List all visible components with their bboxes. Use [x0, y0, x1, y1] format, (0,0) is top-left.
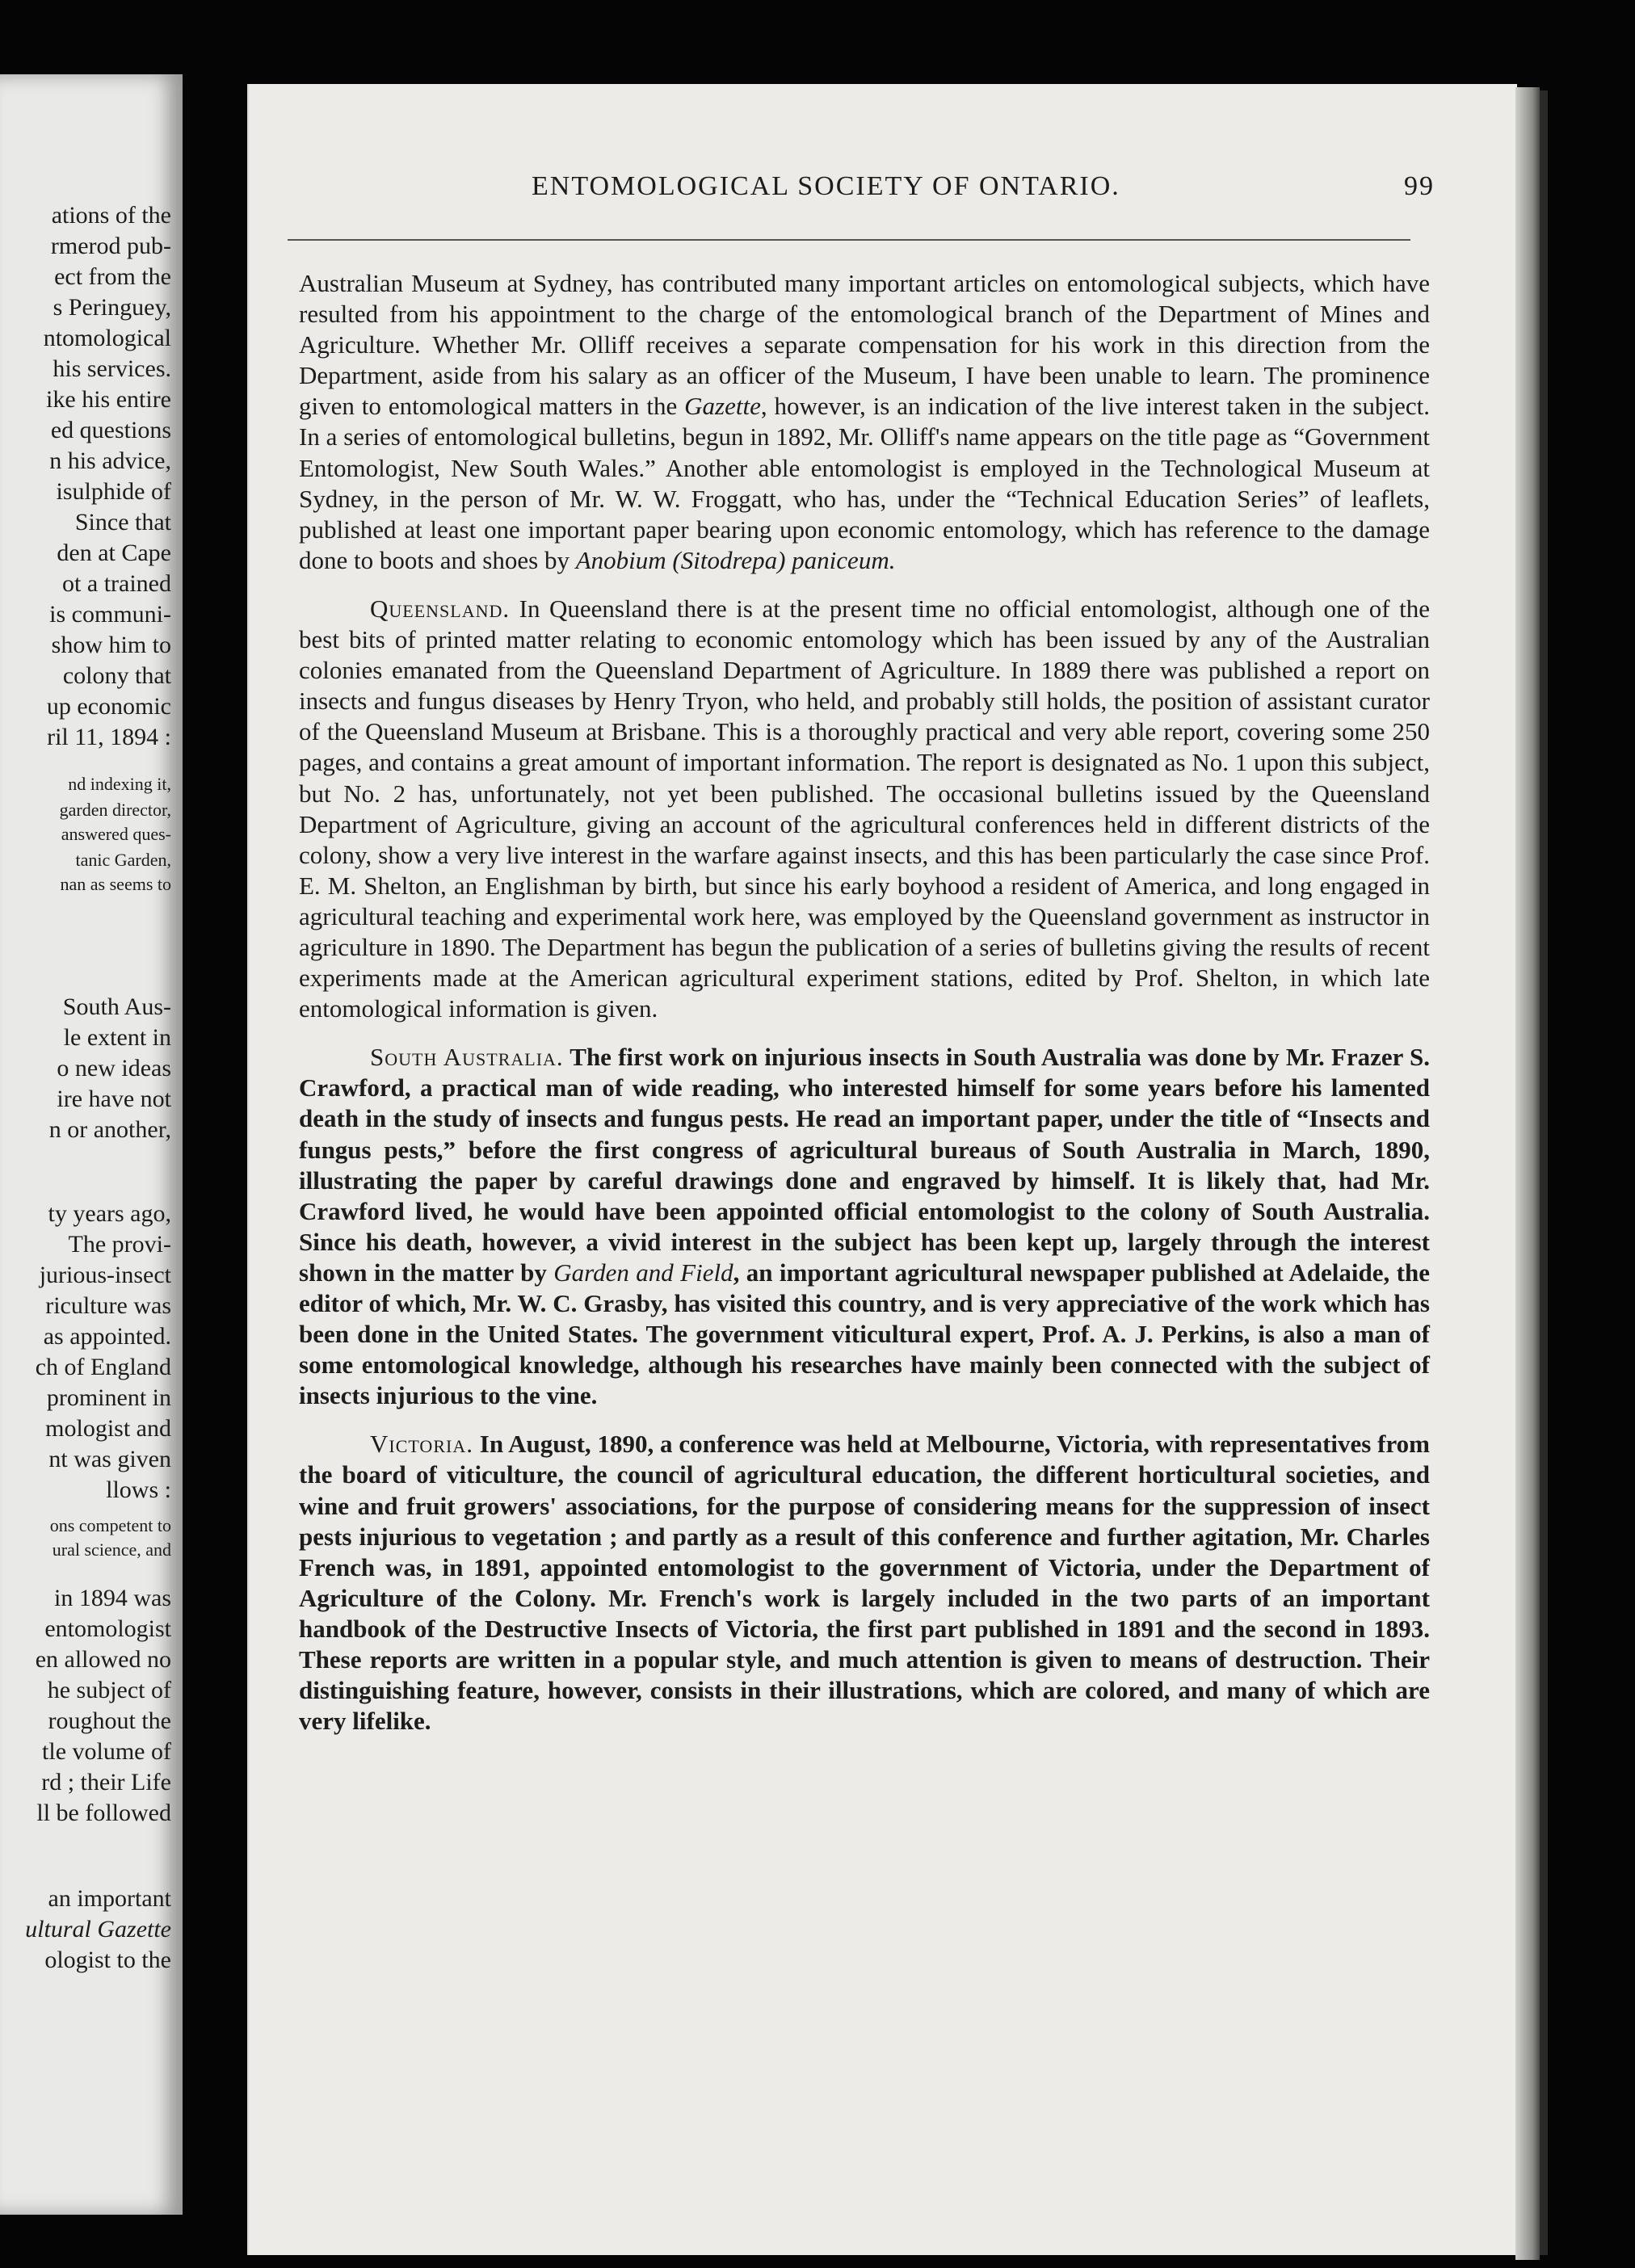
previous-page-line: ons competent to — [49, 1515, 171, 1535]
previous-page-line: tanic Garden, — [75, 850, 171, 870]
previous-page-line: nd indexing it, — [68, 774, 171, 794]
section-heading-queensland: Queensland. — [370, 594, 511, 623]
paragraph-text: , an important agricultural newspaper published at Adelaide, the editor of which, Mr. W. C. Grasby, has visited this country, and is very appreciative of the work which has been done in the United States. The government viticultural expert, Prof. A. J. Perkins, is also a man of some entomological knowledge, although his researches have mainly been connected with the subject of insects injurious to the vine. — [299, 1258, 1430, 1410]
previous-page-line: ot a trained — [62, 570, 171, 597]
previous-page-line: nt was given — [48, 1446, 171, 1472]
page-number: 99 — [1404, 171, 1435, 201]
previous-page-line: show him to — [51, 632, 171, 658]
body-text — [299, 268, 1430, 1737]
paragraph-text: In August, 1890, a conference was held at Melbourne, Victoria, with representatives from the board of viticulture, the council of agricultural education, the different horticultural societies, and wine and fruit growers' associations, for the purpose of considering means for the suppression of insect pests injurious to vegetation ; and partly as a result of this conference and further agitation, Mr. Charles French was, in 1891, appointed entomologist to the government of Victoria, under the Department of Agriculture of the Colony. Mr. French's work is largely included in the two parts of an important handbook of the Destructive Insects of Victoria, the first part published in 1891 and the second in 1893. These reports are written in a popular style, and much attention is given to means of destruction. Their distinguishing feature, however, consists in their illustrations, which are colored, and many of which are very lifelike. — [299, 1430, 1430, 1736]
previous-page-line: colony that — [62, 662, 171, 689]
previous-page-line: rmerod pub- — [50, 233, 171, 259]
previous-page-line: ll be followed — [36, 1800, 171, 1826]
previous-page-line: s Peringuey, — [53, 294, 171, 321]
previous-page-line: ed questions — [50, 417, 171, 443]
previous-page-line: an important — [48, 1885, 171, 1912]
gazette-title: Gazette — [684, 392, 761, 421]
page-edge-shadow — [1540, 90, 1548, 2255]
paragraph-text: Australian Museum at Sydney, has contributed many important articles on entomological subjects, which have resulted from his appointment to the charge of the entomological branch of the Department of Mines and Agriculture. Whether Mr. Olliff receives a separate compensation for his work in this direction from the Department, aside from his salary as an officer of the Museum, I have been unable to learn. The prominence given to entomological matters in the — [299, 269, 1430, 421]
previous-page-line: is communi- — [49, 601, 171, 628]
previous-page-line: ologist to the — [44, 1947, 171, 1973]
previous-page-line: up economic — [46, 693, 171, 720]
paragraph-text: In Queensland there is at the present time no official entomologist, although one of the best bits of printed matter relating to economic entomology which has been issued by any of the Australian colonies emanated from the Queensland Department of Agriculture. In 1889 there was published a report on insects and fungus diseases by Henry Tryon, who held, and probably still holds, the position of assistant curator of the Queensland Museum at Brisbane. This is a thoroughly practical and very able report, covering some 250 pages, and contains a great amount of important information. The report is designated as No. 1 upon this subject, but No. 2 has, unfortunately, not yet been published. The occasional bulletins issued by the Queensland Department of Agriculture, giving an account of the agricultural conferences held in different districts of the colony, show a very live interest in the warfare against insects, and this has been particularly the case since Prof. E. M. Shelton, an Englishman by birth, but since his early boyhood a resident of America, and long engaged in agricultural teaching and experimental work here, was employed by the Queensland government as instructor in agriculture in 1890. The Department has begun the publication of a series of bulletins giving the results of recent experiments made at the American agricultural experiment stations, edited by Prof. Shelton, in which late entomological information is given. — [299, 594, 1430, 1023]
previous-page-line: rd ; their Life — [41, 1769, 171, 1796]
paragraph-queensland — [299, 594, 1430, 1024]
page-edge — [1515, 87, 1540, 2260]
previous-page-line: prominent in — [46, 1384, 171, 1411]
previous-page-line: riculture was — [45, 1292, 171, 1319]
previous-page-line: o new ideas — [57, 1055, 171, 1082]
previous-page-line: ect from the — [54, 263, 171, 290]
previous-page-line: nan as seems to — [60, 874, 171, 894]
previous-page-line: jurious-insect — [39, 1262, 171, 1288]
paragraph-text: The first work on injurious insects in South Australia was done by Mr. Frazer S. Crawford, a practical man of wide reading, who interested himself for some years before his lamented death in the study of insects and fungus pests. He read an important paper, under the title of “Insects and fungus pests,” before the first congress of agricultural bureaus of South Australia in March, 1890, illustrating the paper by careful drawings done and engraved by himself. It is likely that, had Mr. Crawford lived, he would have been appointed official entomologist to the colony of South Australia. Since his death, however, a vivid interest in the subject has been kept up, largely through the interest shown in the matter by — [299, 1043, 1430, 1287]
previous-page-line: South Aus- — [62, 993, 171, 1020]
previous-page-line: ire have not — [57, 1086, 171, 1112]
previous-page-line: entomologist — [44, 1615, 171, 1642]
previous-page-line: ike his entire — [46, 386, 171, 413]
section-heading-south-australia: South Australia. — [370, 1043, 564, 1072]
previous-page-line: n or another, — [48, 1116, 171, 1143]
paragraph-south-australia — [299, 1042, 1430, 1411]
previous-page-line: his services. — [53, 355, 171, 382]
previous-page-line: isulphide of — [56, 478, 171, 505]
previous-page-line: ril 11, 1894 : — [47, 724, 171, 750]
section-heading-victoria: Victoria. — [370, 1430, 473, 1459]
previous-page-line: ch of England — [35, 1354, 171, 1380]
previous-page-line: The provi- — [68, 1231, 171, 1258]
previous-page-line: tle volume of — [42, 1738, 171, 1765]
species-name: Anobium (Sitodrepa) paniceum. — [575, 545, 896, 574]
previous-page-line: ations of the — [51, 202, 171, 229]
previous-page-line: ultural Gazette — [25, 1916, 171, 1942]
header-rule — [288, 239, 1410, 241]
previous-page-line: n his advice, — [49, 447, 171, 474]
previous-page-line: answered ques- — [61, 824, 171, 844]
previous-page-line: den at Cape — [57, 540, 171, 566]
paragraph-new-south-wales — [299, 268, 1430, 576]
previous-page-line: garden director, — [59, 800, 171, 820]
previous-page-line: roughout the — [48, 1707, 171, 1734]
previous-page-fragment — [0, 74, 183, 2215]
previous-page-line: llows : — [106, 1476, 171, 1503]
previous-page-line: le extent in — [63, 1024, 171, 1051]
previous-page-line: as appointed. — [43, 1323, 171, 1350]
running-head-title: ENTOMOLOGICAL SOCIETY OF ONTARIO. — [532, 171, 1120, 201]
previous-page-line: Since that — [74, 509, 171, 536]
previous-page-line: mologist and — [45, 1415, 171, 1442]
paragraph-text: , however, is an indication of the live interest taken in the subject. In a series of entomological bulletins, begun in 1892, Mr. Olliff's name appears on the title page as “Government Entomologist, New South Wales.” Another able entomologist is employed in the Technological Museum at Sydney, in the person of Mr. W. W. Froggatt, who has, under the “Technical Education Series” of leaflets, published at least one important paper bearing upon economic entomology, which has reference to the damage done to boots and shoes by — [299, 392, 1430, 574]
previous-page-line: ural science, and — [52, 1539, 171, 1560]
previous-page-line: en allowed no — [35, 1646, 171, 1673]
paragraph-victoria — [299, 1429, 1430, 1737]
previous-page-line: in 1894 was — [54, 1585, 171, 1611]
previous-page-line: he subject of — [47, 1677, 171, 1703]
previous-page-line: ntomological — [43, 325, 171, 351]
journal-title: Garden and Field — [553, 1258, 733, 1287]
previous-page-line: ty years ago, — [48, 1200, 171, 1227]
